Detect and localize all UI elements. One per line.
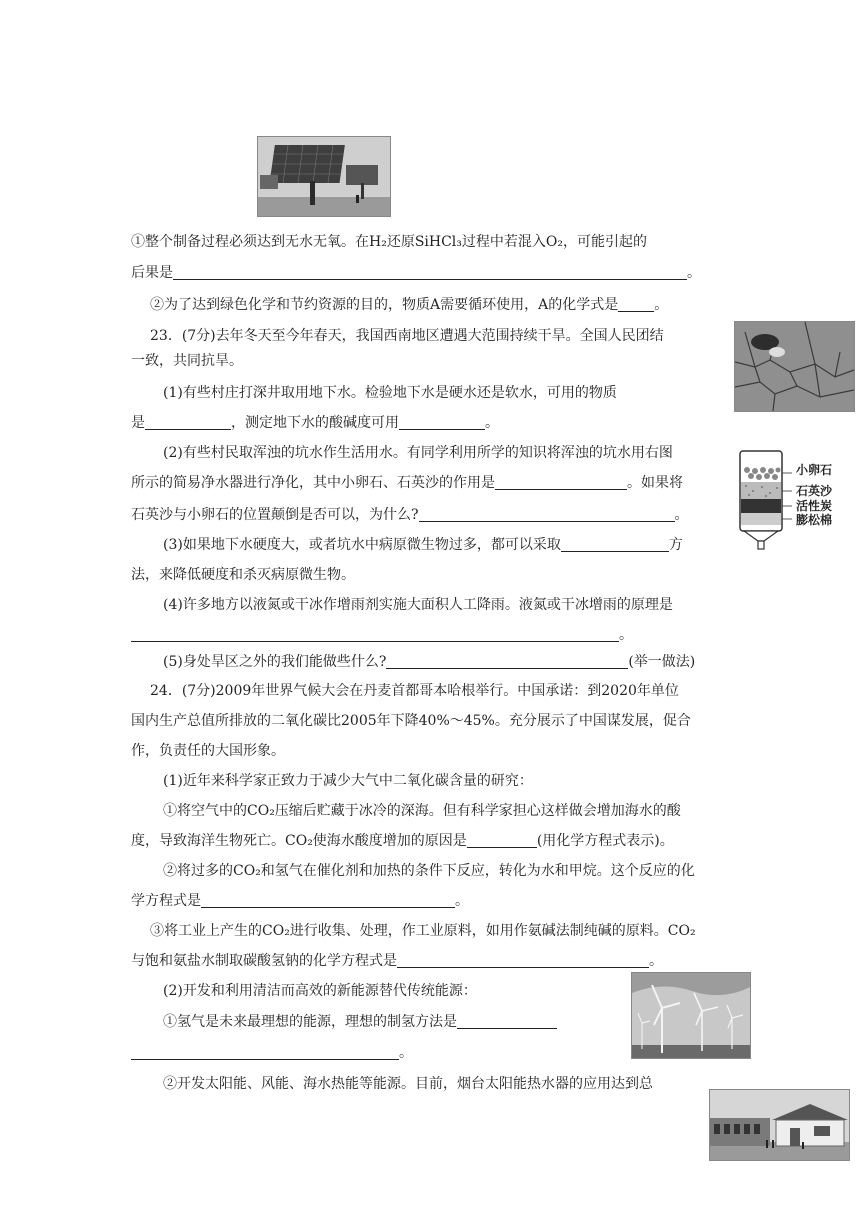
solar-panel-photo bbox=[257, 136, 391, 217]
q24-line-13 bbox=[131, 1043, 413, 1063]
q24-line-2: 国内生产总值所排放的二氧化碳比2005年下降40%～45%。充分展示了中国谋发展，促合 bbox=[131, 713, 691, 729]
q22-line-3 bbox=[150, 295, 668, 315]
q22-line-2-prefix: 后果是 bbox=[131, 265, 173, 281]
filter-label-quartz-sand: 石英沙 bbox=[796, 484, 833, 498]
drought-photo bbox=[734, 321, 855, 412]
answer-blank[interactable] bbox=[397, 953, 649, 968]
q23-line-1: 23．(7分)去年冬天至今年春天，我国西南地区遭遇大范围持续干旱。全国人民团结 bbox=[150, 328, 664, 344]
answer-blank[interactable] bbox=[467, 833, 537, 848]
q24-line-10 bbox=[131, 951, 663, 971]
q23-line-8 bbox=[163, 535, 683, 555]
q23-line-4-suffix: 。 bbox=[485, 415, 499, 431]
q23-line-4 bbox=[131, 413, 499, 433]
q24-line-6-suffix: (用化学方程式表示)。 bbox=[536, 833, 674, 849]
q23-line-5: (2)有些村民取浑浊的坑水作生活用水。有同学利用所学的知识将浑浊的坑水用右图 bbox=[163, 445, 673, 461]
q24-line-6 bbox=[131, 831, 674, 851]
q23-line-11 bbox=[131, 625, 633, 645]
q22-line-2 bbox=[131, 263, 701, 283]
q23-line-6-prefix: 所示的简易净水器进行净化，其中小卵石、石英沙的作用是 bbox=[131, 475, 495, 491]
q24-line-14: ②开发太阳能、风能、海水热能等能源。目前，烟台太阳能热水器的应用达到总 bbox=[163, 1076, 653, 1092]
water-filter-diagram bbox=[738, 449, 852, 555]
answer-blank[interactable] bbox=[386, 654, 628, 669]
q24-line-6-prefix: 度，导致海洋生物死亡。CO₂使海水酸度增加的原因是 bbox=[131, 833, 467, 849]
answer-blank[interactable] bbox=[131, 1045, 399, 1060]
q23-line-4-middle: ，测定地下水的酸碱度可用 bbox=[231, 415, 399, 431]
answer-blank[interactable] bbox=[201, 893, 455, 908]
q22-line-1: ①整个制备过程必须达到无水无氧。在H₂还原SiHCl₃过程中若混入O₂，可能引起的 bbox=[131, 234, 647, 250]
wind-turbine-photo bbox=[631, 972, 751, 1059]
answer-blank[interactable] bbox=[495, 475, 627, 490]
q23-line-6-suffix: 。如果将 bbox=[627, 475, 683, 491]
answer-blank[interactable] bbox=[173, 265, 687, 280]
solar-water-heater-photo bbox=[709, 1089, 850, 1161]
q23-line-4-prefix: 是 bbox=[131, 415, 145, 431]
q23-line-7-prefix: 石英沙与小卵石的位置颠倒是否可以，为什么? bbox=[131, 507, 419, 523]
q24-line-9: ③将工业上产生的CO₂进行收集、处理，作工业原料，如用作氨碱法制纯碱的原料。CO₂ bbox=[150, 923, 696, 939]
q24-line-1: 24．(7分)2009年世界气候大会在丹麦首都哥本哈根举行。中国承诺：到2020年单位 bbox=[150, 683, 679, 699]
q22-line-2-suffix: 。 bbox=[687, 265, 701, 281]
answer-blank[interactable] bbox=[419, 507, 675, 522]
q23-line-8-suffix: 方 bbox=[668, 537, 683, 553]
answer-blank[interactable] bbox=[618, 297, 654, 312]
filter-label-cotton: 膨松棉 bbox=[796, 513, 833, 527]
q22-line-3-suffix: 。 bbox=[654, 297, 669, 313]
q24-line-13-suffix: 。 bbox=[399, 1045, 413, 1061]
q24-line-10-suffix: 。 bbox=[649, 953, 663, 969]
q23-line-10: (4)许多地方以液氮或干冰作增雨剂实施大面积人工降雨。液氮或干冰增雨的原理是 bbox=[163, 597, 673, 613]
q23-line-12-prefix: (5)身处旱区之外的我们能做些什么? bbox=[163, 654, 387, 670]
q23-line-6 bbox=[131, 473, 683, 493]
filter-label-activated-carbon: 活性炭 bbox=[796, 499, 833, 513]
q24-line-8 bbox=[131, 891, 469, 911]
filter-label-pebbles: 小卵石 bbox=[796, 463, 833, 477]
q23-line-12 bbox=[163, 652, 695, 672]
q23-line-11-suffix: 。 bbox=[619, 627, 633, 643]
q23-line-2: 一致，共同抗旱。 bbox=[131, 353, 243, 369]
answer-blank[interactable] bbox=[457, 1014, 557, 1029]
q24-line-8-suffix: 。 bbox=[455, 893, 469, 909]
q24-line-4: (1)近年来科学家正致力于减少大气中二氧化碳含量的研究： bbox=[163, 773, 533, 789]
answer-blank[interactable] bbox=[131, 627, 619, 642]
q23-line-7 bbox=[131, 505, 689, 525]
q23-line-9: 法，来降低硬度和杀灭病原微生物。 bbox=[131, 567, 355, 583]
q24-line-5: ①将空气中的CO₂压缩后贮藏于冰冷的深海。但有科学家担心这样做会增加海水的酸 bbox=[163, 803, 681, 819]
q22-line-3-prefix: ②为了达到绿色化学和节约资源的目的，物质A需要循环使用，A的化学式是 bbox=[150, 297, 619, 313]
q24-line-7: ②将过多的CO₂和氢气在催化剂和加热的条件下反应，转化为水和甲烷。这个反应的化 bbox=[163, 863, 695, 879]
answer-blank[interactable] bbox=[561, 537, 669, 552]
q23-line-7-suffix: 。 bbox=[674, 507, 689, 523]
q24-line-10-prefix: 与饱和氨盐水制取碳酸氢钠的化学方程式是 bbox=[131, 953, 397, 969]
answer-blank[interactable] bbox=[145, 415, 231, 430]
q24-line-12-prefix: ①氢气是未来最理想的能源，理想的制氢方法是 bbox=[163, 1014, 457, 1030]
q23-line-12-suffix: (举一做法) bbox=[628, 654, 696, 670]
q23-line-8-prefix: (3)如果地下水硬度大，或者坑水中病原微生物过多，都可以采取 bbox=[163, 537, 561, 553]
q24-line-12 bbox=[163, 1012, 557, 1032]
answer-blank[interactable] bbox=[399, 415, 485, 430]
q24-line-11: (2)开发和利用清洁而高效的新能源替代传统能源： bbox=[163, 983, 477, 999]
q23-line-3: (1)有些村庄打深井取用地下水。检验地下水是硬水还是软水，可用的物质 bbox=[163, 385, 617, 401]
q24-line-3: 作，负责任的大国形象。 bbox=[131, 743, 285, 759]
q24-line-8-prefix: 学方程式是 bbox=[131, 893, 201, 909]
